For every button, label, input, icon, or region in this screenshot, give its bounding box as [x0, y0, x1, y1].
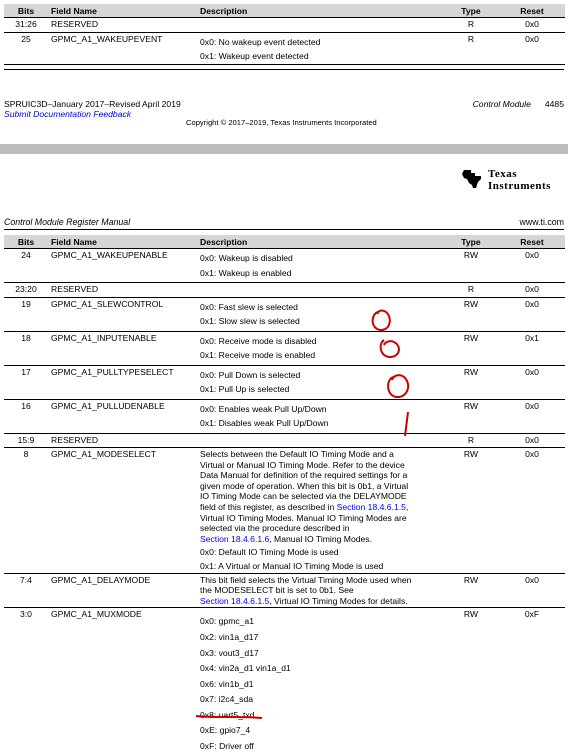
manual-title: Control Module Register Manual — [4, 217, 131, 227]
table-row: 23:20 RESERVED R 0x0 — [4, 283, 565, 298]
col-bits: Bits — [4, 235, 48, 249]
col-desc: Description — [197, 235, 443, 249]
annotation-circle-pulltype — [388, 375, 408, 397]
col-desc: Description — [197, 4, 443, 18]
table-row: 15:9 RESERVED R 0x0 — [4, 433, 565, 448]
table-row: 24 GPMC_A1_WAKEUPENABLE 0x0: Wakeup is disabled 0x1: Wakeup is enabled RW 0x0 — [4, 249, 565, 283]
annotation-underline-uart5 — [196, 716, 262, 718]
annotation-circle-slew — [373, 311, 390, 331]
section-link[interactable]: Section 18.4.6.1.5 — [200, 595, 270, 606]
table-row: 7:4 GPMC_A1_DELAYMODE This bit field selects the Virtual Timing Mode used when the MODESELECT bit is set to 0b1. See Section 18.4.6.1.5, Virtual IO Timing Modes for details. RW 0x0 — [4, 573, 565, 608]
logo-line2: Instruments — [488, 180, 551, 192]
feedback-link[interactable]: Submit Documentation Feedback — [4, 109, 132, 119]
annotation-stroke-pullud — [405, 412, 408, 436]
section-link[interactable]: Section 18.4.6.1.6 — [200, 533, 270, 544]
table-row: 19 GPMC_A1_SLEWCONTROL 0x0: Fast slew is selected 0x1: Slow slew is selected RW 0x0 — [4, 297, 565, 331]
doc-id: SPRUIC3D–January 2017–Revised April 2019 — [4, 99, 181, 109]
col-field: Field Name — [48, 235, 197, 249]
table-row: 8 GPMC_A1_MODESELECT Selects between the Default IO Timing Mode and a Virtual or Manual IO Timing Mode. Refer to the device Data Manual for definition of the required settings for a given mode of operation. When this bit is 0b1, a Virtual IO Timing Mode can be selected via the DELAYMODE field of this register, as described in Section 18.4.6.1.5, Virtual IO Timing Modes. Manual IO Timing Modes are selected via the procedure described in Section 18.4.6.1.6, Manual IO Timing Modes. 0x0: Default IO Timing Mode is used 0x1: A Virtual or Manual IO Timing Mode is used RW 0x0 — [4, 448, 565, 574]
table-row: 25 GPMC_A1_WAKEUPEVENT 0x0: No wakeup event detected 0x1: Wakeup event detected R 0x0 — [4, 32, 565, 64]
annotation-circle-input — [381, 340, 399, 357]
table-row: 17 GPMC_A1_PULLTYPESELECT 0x0: Pull Down is selected 0x1: Pull Up is selected RW 0x0 — [4, 365, 565, 399]
ti-url-link[interactable]: www.ti.com — [519, 217, 564, 227]
col-bits: Bits — [4, 4, 48, 18]
col-type: Type — [443, 4, 499, 18]
table-row: 18 GPMC_A1_INPUTENABLE 0x0: Receive mode is disabled 0x1: Receive mode is enabled RW 0x1 — [4, 331, 565, 365]
table-row: 31:26 RESERVED R 0x0 — [4, 18, 565, 33]
section-link[interactable]: Section 18.4.6.1.5 — [336, 501, 406, 512]
copyright: Copyright © 2017–2019, Texas Instruments Incorporated — [186, 118, 377, 127]
table-row: 16 GPMC_A1_PULLUDENABLE 0x0: Enables weak Pull Up/Down 0x1: Disables weak Pull Up/Down RW 0x0 — [4, 399, 565, 433]
col-type: Type — [443, 235, 499, 249]
col-field: Field Name — [48, 4, 197, 18]
col-reset: Reset — [499, 4, 565, 18]
logo-line1: Texas — [488, 168, 517, 180]
table-row: 3:0 GPMC_A1_MUXMODE 0x0: gpmc_a1 0x2: vin1a_d17 0x3: vout3_d17 0x4: vin2a_d1 vin1a_d1 0x6: vin1b_d1 0x7: i2c4_sda 0x8: uart5_txd 0xE: gpio7_4 0xF: Driver off RW 0xF — [4, 608, 565, 756]
col-reset: Reset — [499, 235, 565, 249]
footer-section: Control Module — [472, 99, 531, 109]
page-number: 4485 — [544, 99, 564, 109]
